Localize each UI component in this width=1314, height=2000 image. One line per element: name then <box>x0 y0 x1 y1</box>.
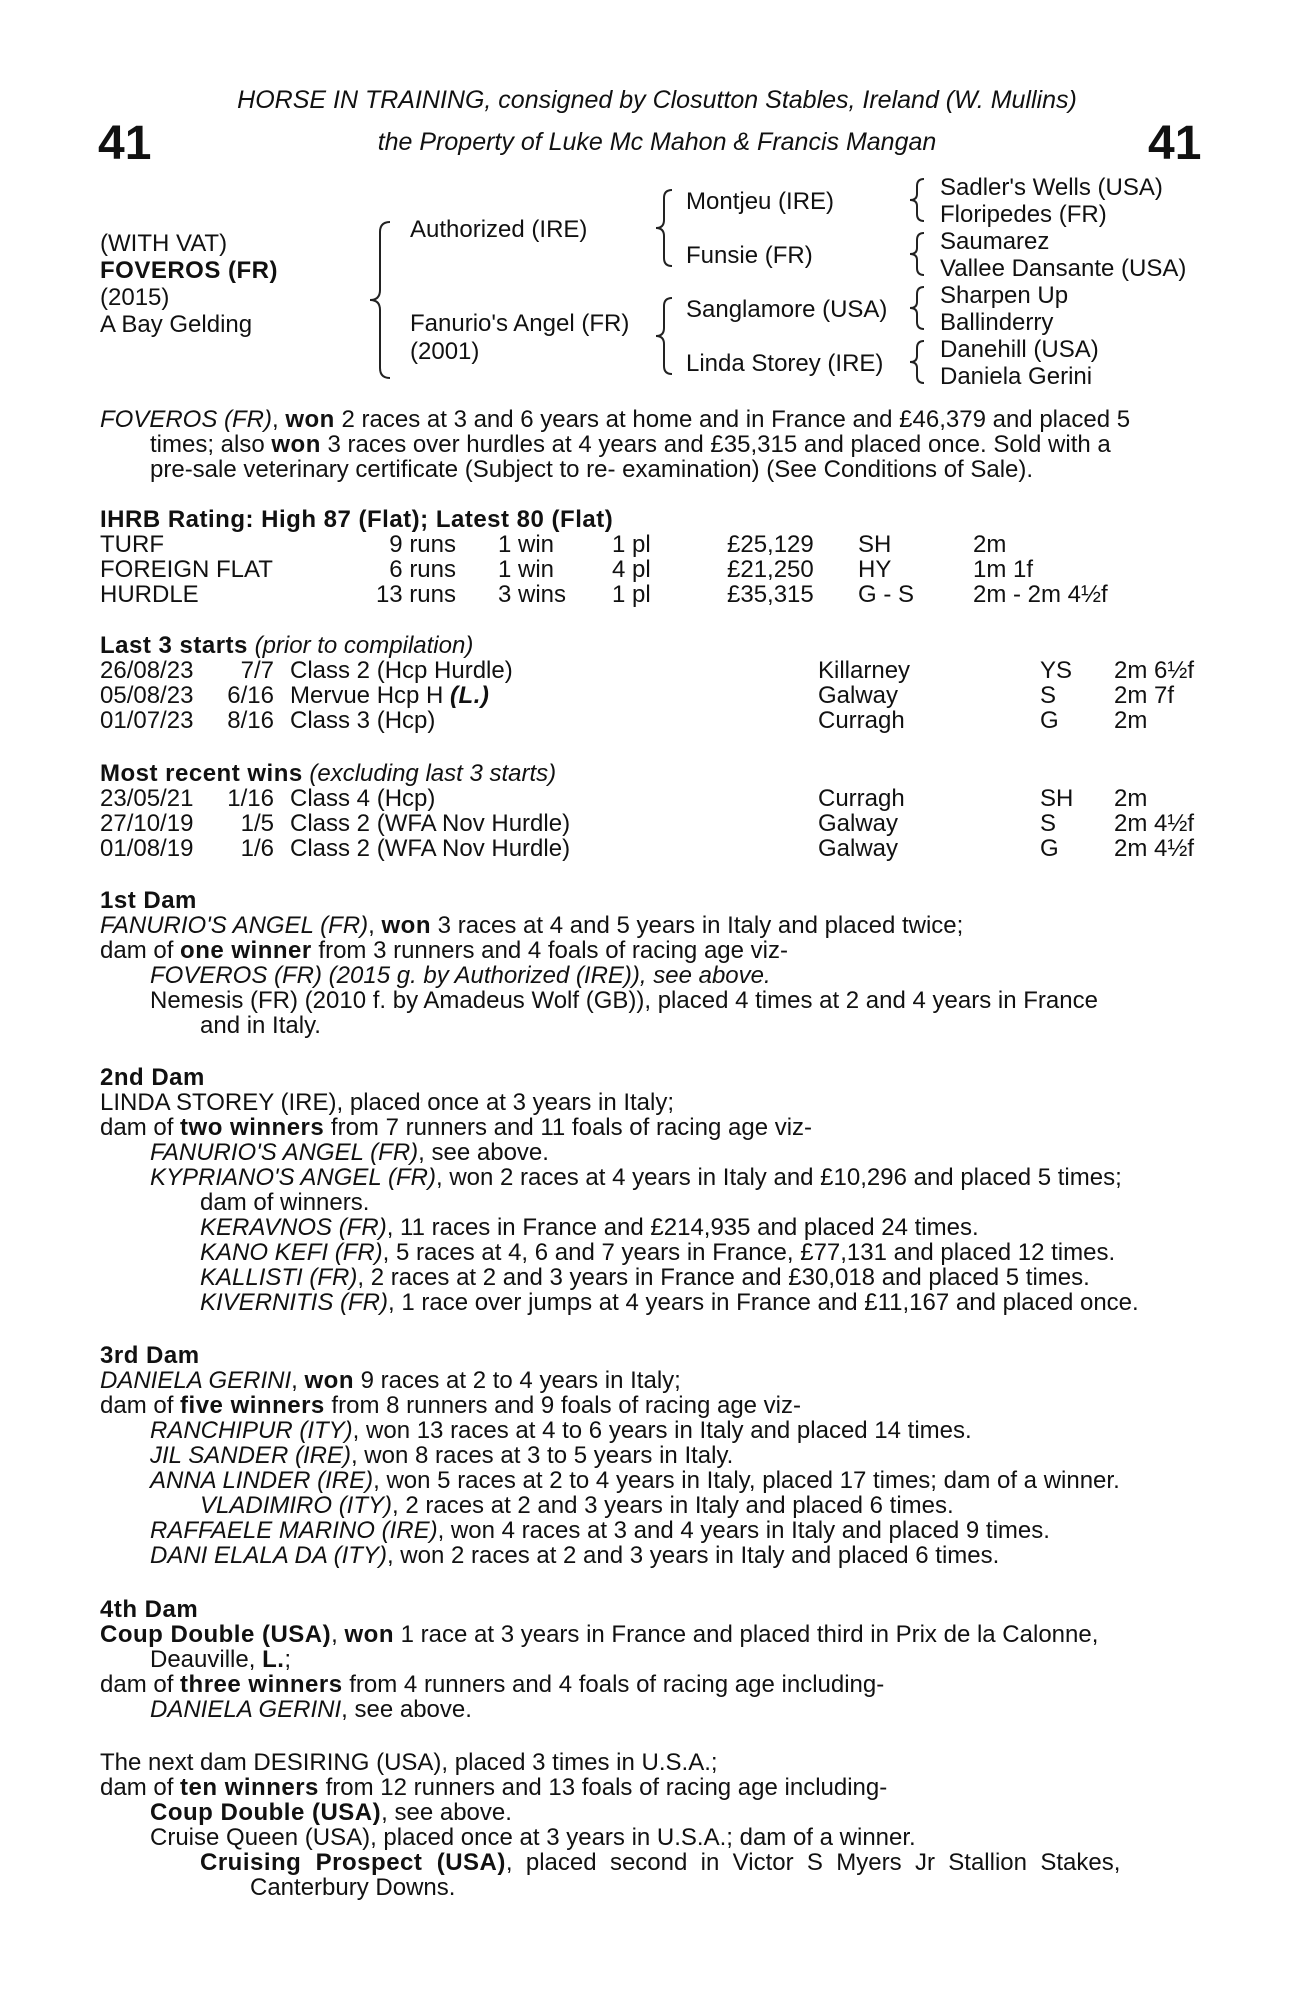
rating-row-type: FOREIGN FLAT <box>100 556 273 583</box>
win-position: 1/6 <box>240 835 274 862</box>
start-date: 01/07/23 <box>100 707 194 734</box>
dam4-line-1: Coup Double (USA), won 1 race at 3 years in France and placed third in Prix de la Calonne, <box>100 1621 1099 1648</box>
pedigree-ss-sire: Sadler's Wells (USA) <box>940 174 1163 201</box>
dam4-line-3: dam of three winners from 4 runners and 4 foals of racing age including- <box>100 1671 885 1698</box>
sale-title: HORSE IN TRAINING, consigned by Closutton Stables, Ireland (W. Mullins) <box>237 86 1077 114</box>
dam2-line-2: dam of two winners from 7 runners and 11 foals of racing age viz- <box>100 1114 813 1141</box>
rating-row-going: HY <box>858 556 892 583</box>
pedigree-dam-dam: Linda Storey (IRE) <box>686 350 884 377</box>
summary-line-3: pre-sale veterinary certificate (Subject to re- examination) (See Conditions of Sale). <box>150 456 1034 483</box>
dam2-line-1: LINDA STOREY (IRE), placed once at 3 years in Italy; <box>100 1089 675 1116</box>
pedigree-brace-dd <box>904 338 930 386</box>
pedigree-dam-year: (2001) <box>410 338 480 365</box>
dam3-line-4: JIL SANDER (IRE), won 8 races at 3 to 5 years in Italy. <box>150 1442 734 1469</box>
pedigree-brace-sire <box>650 186 680 270</box>
dam3-line-3: RANCHIPUR (ITY), won 13 races at 4 to 6 years in Italy and placed 14 times. <box>150 1417 972 1444</box>
start-race: Class 2 (Hcp Hurdle) <box>290 657 513 684</box>
pedigree-sire-dam: Funsie (FR) <box>686 242 813 269</box>
dam1-title: 1st Dam <box>100 887 197 914</box>
next-dam-line-6: Canterbury Downs. <box>250 1874 456 1901</box>
win-course: Galway <box>818 835 899 862</box>
dam2-title: 2nd Dam <box>100 1064 205 1091</box>
win-race: Class 2 (WFA Nov Hurdle) <box>290 810 571 837</box>
rating-row-money: £35,315 <box>727 581 814 608</box>
rating-row-dist: 2m - 2m 4½f <box>973 581 1108 608</box>
win-date: 01/08/19 <box>100 835 194 862</box>
win-going: G <box>1040 835 1059 862</box>
pedigree-sire: Authorized (IRE) <box>410 216 588 243</box>
pedigree-ss-dam: Floripedes (FR) <box>940 201 1107 228</box>
dam1-line-5: and in Italy. <box>200 1012 321 1039</box>
start-distance: 2m 7f <box>1114 682 1175 709</box>
pedigree-dam-sire: Sanglamore (USA) <box>686 296 888 323</box>
rating-row-runs: 13 runs <box>375 581 456 608</box>
win-going: S <box>1040 810 1057 837</box>
dam2-line-6: KERAVNOS (FR), 11 races in France and £214,935 and placed 24 times. <box>200 1214 979 1241</box>
dam3-line-5: ANNA LINDER (IRE), won 5 races at 2 to 4 years in Italy, placed 17 times; dam of a winner. <box>150 1467 1120 1494</box>
rating-row-type: TURF <box>100 531 164 558</box>
win-course: Curragh <box>818 785 905 812</box>
win-position: 1/16 <box>227 785 274 812</box>
start-going: G <box>1040 707 1059 734</box>
dam1-line-3: FOVEROS (FR) (2015 g. by Authorized (IRE)), see above. <box>150 962 771 989</box>
dam4-line-4: DANIELA GERINI, see above. <box>150 1696 472 1723</box>
dam2-line-5: dam of winners. <box>200 1189 370 1216</box>
pedigree-sd-sire: Saumarez <box>940 228 1050 255</box>
last-starts-title: Last 3 starts (prior to compilation) <box>100 632 474 659</box>
pedigree-brace-sd <box>904 230 930 278</box>
start-going: S <box>1040 682 1057 709</box>
rating-row-wins: 1 win <box>498 531 555 558</box>
start-going: YS <box>1040 657 1073 684</box>
win-race: Class 4 (Hcp) <box>290 785 436 812</box>
pedigree-dd-sire: Danehill (USA) <box>940 336 1099 363</box>
rating-row-money: £21,250 <box>727 556 814 583</box>
win-course: Galway <box>818 810 899 837</box>
next-dam-line-2: dam of ten winners from 12 runners and 13 foals of racing age including- <box>100 1774 888 1801</box>
rating-row-dist: 1m 1f <box>973 556 1034 583</box>
start-distance: 2m <box>1114 707 1148 734</box>
start-date: 26/08/23 <box>100 657 194 684</box>
horse-year: (2015) <box>100 284 170 311</box>
next-dam-line-3: Coup Double (USA), see above. <box>150 1799 512 1826</box>
start-position: 8/16 <box>227 707 274 734</box>
lot-number-left: 41 <box>98 117 152 170</box>
rating-row-pl: 4 pl <box>612 556 651 583</box>
win-distance: 2m 4½f <box>1114 835 1195 862</box>
rating-row-going: G - S <box>858 581 915 608</box>
next-dam-line-4: Cruise Queen (USA), placed once at 3 years in U.S.A.; dam of a winner. <box>150 1824 916 1851</box>
rating-row-wins: 3 wins <box>498 581 567 608</box>
dam1-line-1: FANURIO'S ANGEL (FR), won 3 races at 4 and 5 years in Italy and placed twice; <box>100 912 964 939</box>
rating-row-money: £25,129 <box>727 531 814 558</box>
pedigree-brace-main <box>360 218 400 382</box>
rating-row-dist: 2m <box>973 531 1007 558</box>
pedigree-dam: Fanurio's Angel (FR) <box>410 310 630 337</box>
start-distance: 2m 6½f <box>1114 657 1195 684</box>
dam2-line-7: KANO KEFI (FR), 5 races at 4, 6 and 7 years in France, £77,131 and placed 12 times. <box>200 1239 1116 1266</box>
pedigree-ds-dam: Ballinderry <box>940 309 1054 336</box>
win-date: 23/05/21 <box>100 785 194 812</box>
dam3-line-1: DANIELA GERINI, won 9 races at 2 to 4 years in Italy; <box>100 1367 681 1394</box>
dam3-line-2: dam of five winners from 8 runners and 9 foals of racing age viz- <box>100 1392 802 1419</box>
dam1-line-4: Nemesis (FR) (2010 f. by Amadeus Wolf (GB)), placed 4 times at 2 and 4 years in France <box>150 987 1098 1014</box>
win-date: 27/10/19 <box>100 810 194 837</box>
win-going: SH <box>1040 785 1074 812</box>
start-position: 6/16 <box>227 682 274 709</box>
rating-row-pl: 1 pl <box>612 531 651 558</box>
rating-row-runs: 9 runs <box>389 531 456 558</box>
horse-description: A Bay Gelding <box>100 311 253 338</box>
lot-number-right: 41 <box>1148 117 1202 170</box>
dam3-line-6: VLADIMIRO (ITY), 2 races at 2 and 3 years in Italy and placed 6 times. <box>200 1492 954 1519</box>
start-position: 7/7 <box>240 657 274 684</box>
recent-wins-title: Most recent wins (excluding last 3 starts) <box>100 760 557 787</box>
dam4-title: 4th Dam <box>100 1596 199 1623</box>
summary-line-2: times; also won 3 races over hurdles at 4 years and £35,315 and placed once. Sold with a <box>150 431 1111 458</box>
start-race: Class 3 (Hcp) <box>290 707 436 734</box>
pedigree-brace-ds <box>904 284 930 332</box>
rating-row-pl: 1 pl <box>612 581 651 608</box>
pedigree-brace-dam <box>650 294 680 378</box>
rating-row-runs: 6 runs <box>389 556 456 583</box>
next-dam-line-1: The next dam DESIRING (USA), placed 3 times in U.S.A.; <box>100 1749 718 1776</box>
dam2-line-9: KIVERNITIS (FR), 1 race over jumps at 4 years in France and £11,167 and placed once. <box>200 1289 1139 1316</box>
dam3-line-8: DANI ELALA DA (ITY), won 2 races at 2 and 3 years in Italy and placed 6 times. <box>150 1542 1000 1569</box>
start-course: Galway <box>818 682 899 709</box>
dam2-line-4: KYPRIANO'S ANGEL (FR), won 2 races at 4 years in Italy and £10,296 and placed 5 times; <box>150 1164 1122 1191</box>
rating-row-going: SH <box>858 531 892 558</box>
dam1-line-2: dam of one winner from 3 runners and 4 foals of racing age viz- <box>100 937 788 964</box>
pedigree-dd-dam: Daniela Gerini <box>940 363 1093 390</box>
start-course: Curragh <box>818 707 905 734</box>
dam3-line-7: RAFFAELE MARINO (IRE), won 4 races at 3 and 4 years in Italy and placed 9 times. <box>150 1517 1050 1544</box>
pedigree-brace-ss <box>904 176 930 224</box>
start-course: Killarney <box>818 657 911 684</box>
win-position: 1/5 <box>240 810 274 837</box>
dam2-line-8: KALLISTI (FR), 2 races at 2 and 3 years in France and £30,018 and placed 5 times. <box>200 1264 1090 1291</box>
property-line: the Property of Luke Mc Mahon & Francis Mangan <box>377 128 937 156</box>
rating-row-wins: 1 win <box>498 556 555 583</box>
vat-note: (WITH VAT) <box>100 230 228 257</box>
start-race: Mervue Hcp H (L.) <box>290 682 490 709</box>
win-distance: 2m 4½f <box>1114 810 1195 837</box>
dam4-line-2: Deauville, L.; <box>150 1646 292 1673</box>
summary-line-1: FOVEROS (FR), won 2 races at 3 and 6 years at home and in France and £46,379 and placed 5 <box>100 406 1131 433</box>
horse-name: FOVEROS (FR) <box>100 257 278 284</box>
win-race: Class 2 (WFA Nov Hurdle) <box>290 835 571 862</box>
next-dam-line-5: Cruising Prospect (USA), placed second in Victor S Myers Jr Stallion Stakes, <box>200 1849 1121 1876</box>
win-distance: 2m <box>1114 785 1148 812</box>
rating-title: IHRB Rating: High 87 (Flat); Latest 80 (Flat) <box>100 506 614 533</box>
pedigree-ds-sire: Sharpen Up <box>940 282 1069 309</box>
dam2-line-3: FANURIO'S ANGEL (FR), see above. <box>150 1139 549 1166</box>
pedigree-sd-dam: Vallee Dansante (USA) <box>940 255 1187 282</box>
dam3-title: 3rd Dam <box>100 1342 200 1369</box>
start-date: 05/08/23 <box>100 682 194 709</box>
pedigree-sire-sire: Montjeu (IRE) <box>686 188 835 215</box>
rating-row-type: HURDLE <box>100 581 199 608</box>
